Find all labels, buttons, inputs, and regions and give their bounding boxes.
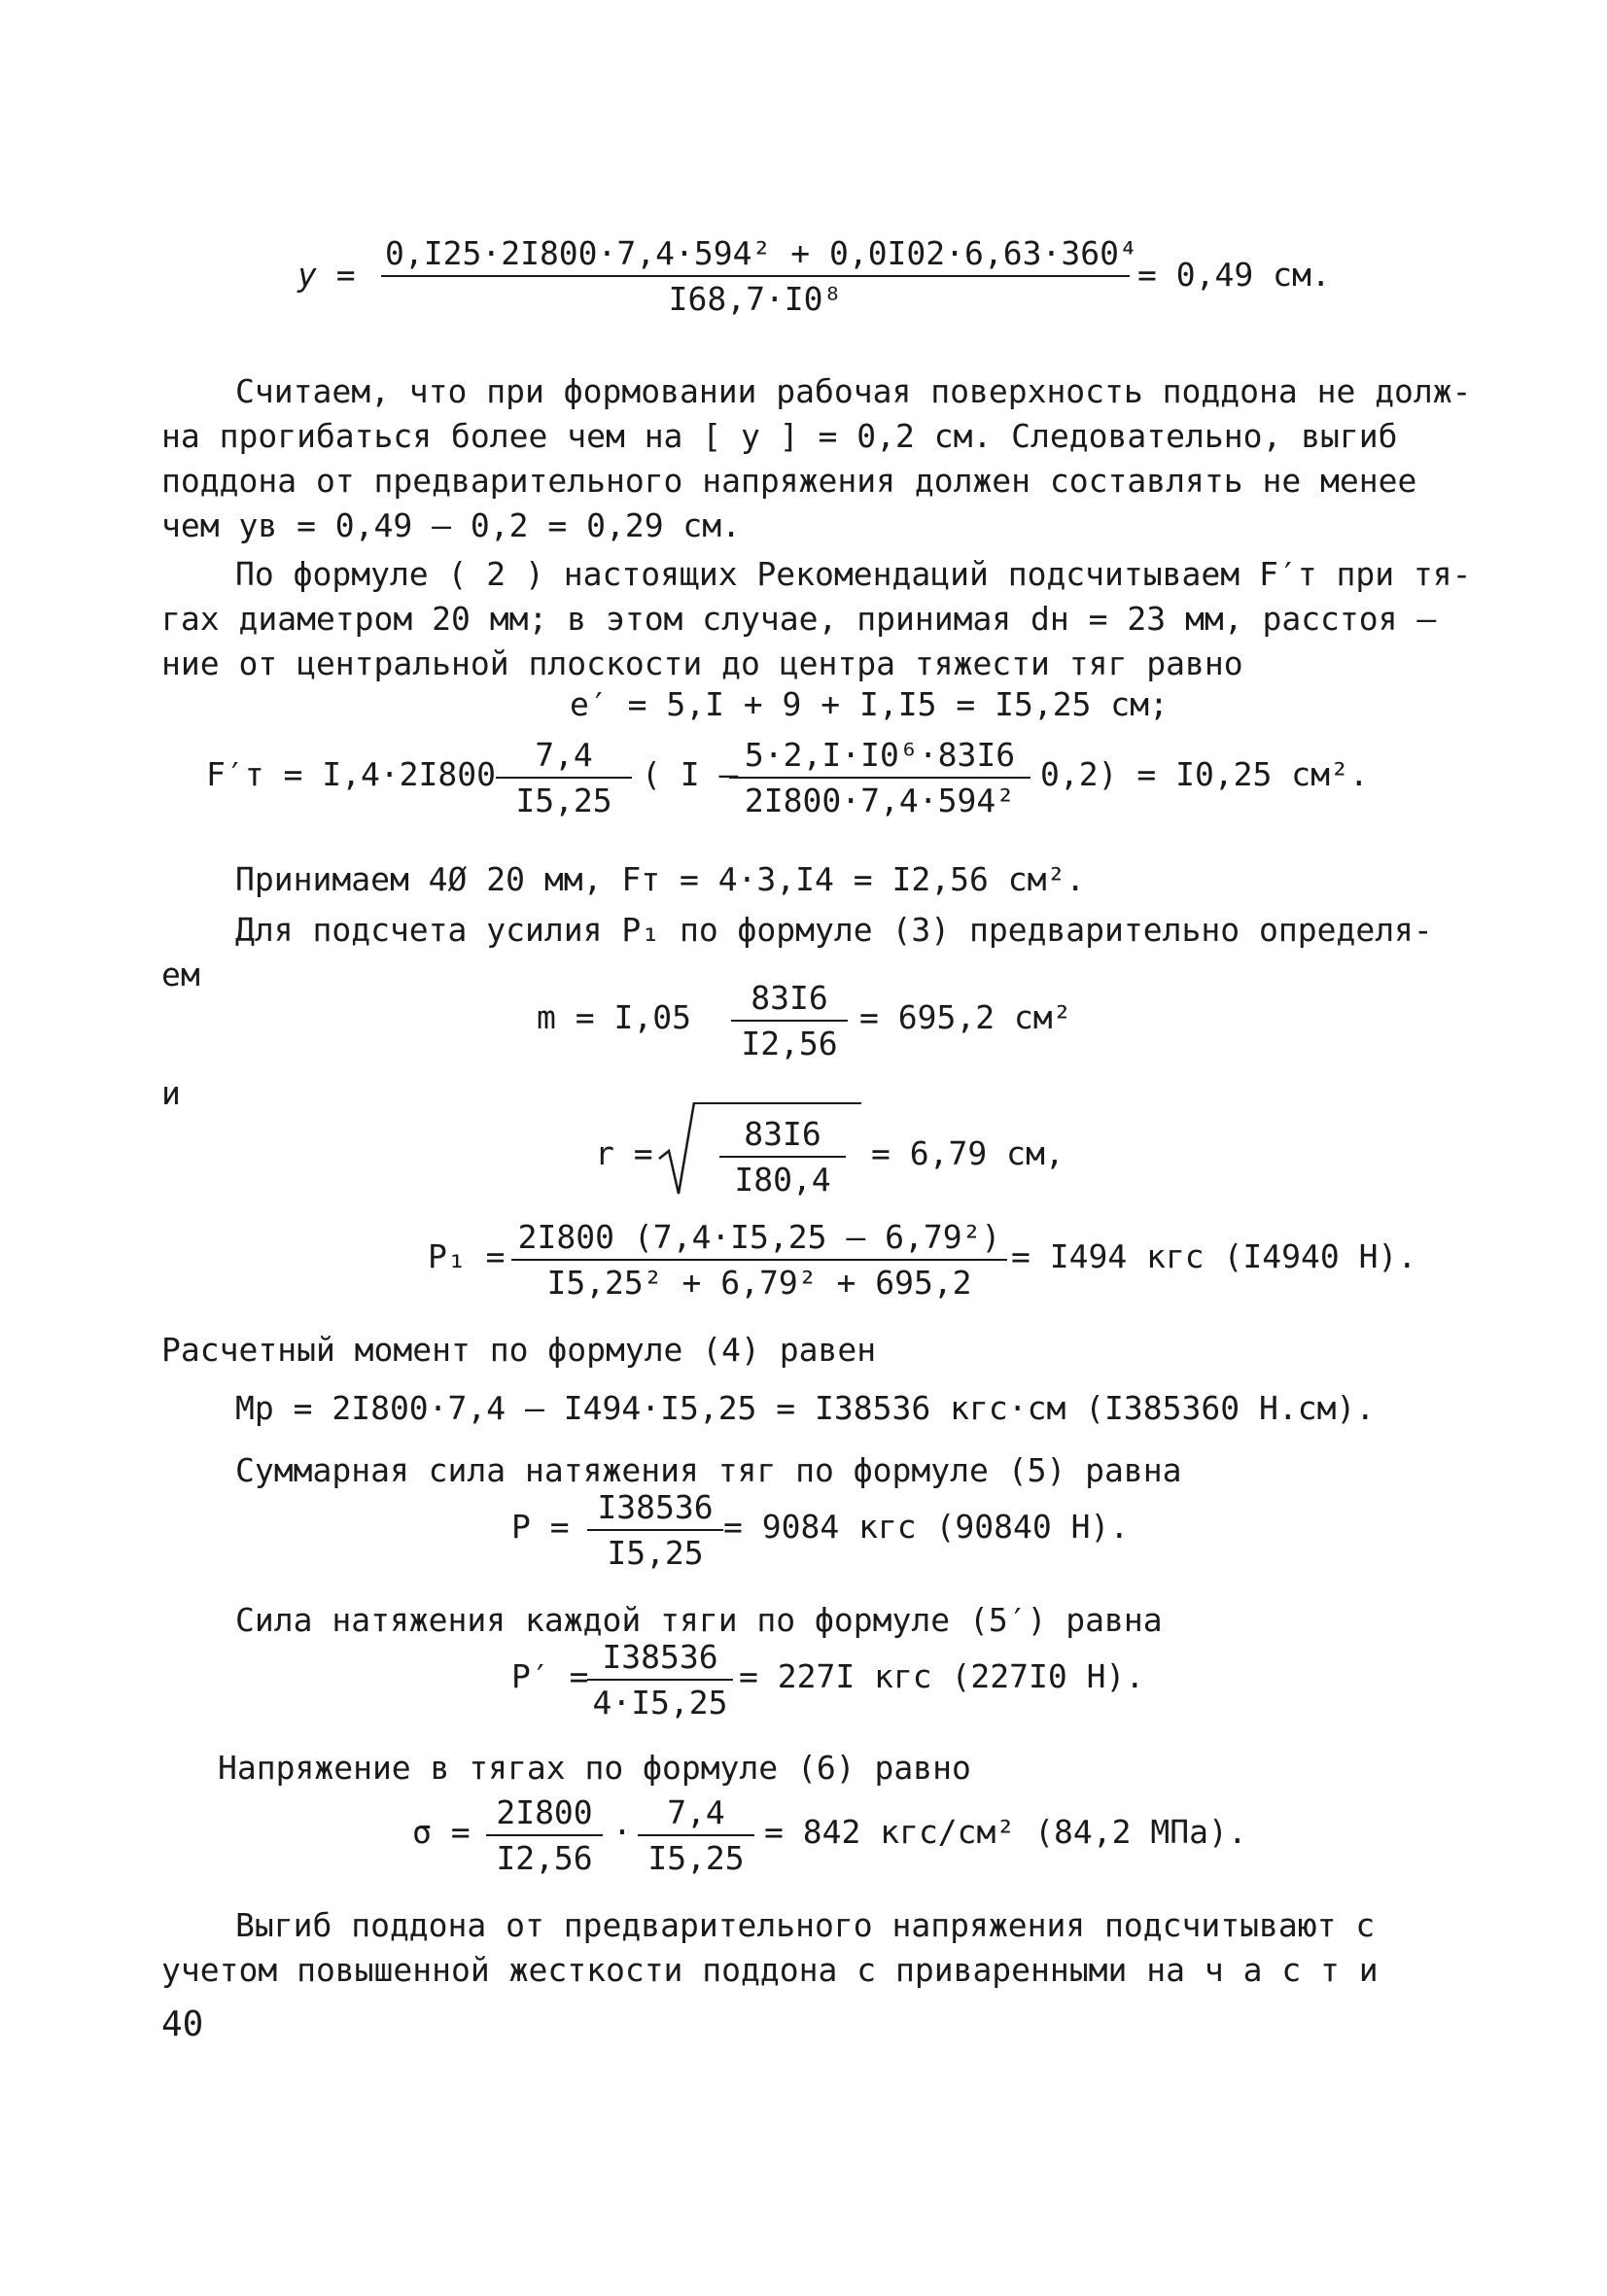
eq-r-lhs: r = [595,1134,653,1172]
eq-F-frac1 [496,736,632,819]
eq-F-frac1-den: I5,25 [515,782,612,819]
eq-P1-den: I5,25² + 6,79² + 695,2 [546,1264,972,1302]
eq-y-numerator: 0,I25·2I800·7,4·594² + 0,0I02·6,63·360⁴ [381,237,1130,277]
eq-P-den: I5,25 [607,1534,704,1572]
eq-y-denominator: I68,7·I0⁸ [668,280,843,318]
para1-line2: на прогибаться более чем на [ y ] = 0,2 см. Следовательно, выгиб [161,417,1398,455]
eq-m-result: = 695,2 см² [859,998,1072,1036]
eq-P-lhs: P = [511,1508,570,1546]
eq-m-lhs: m = I,05 [537,998,691,1036]
para2-line3: ние от центральной плоскости до центра тяжести тяг равно [161,644,1243,682]
eq-P1-frac [511,1218,1007,1302]
conj-and: и [161,1074,181,1112]
eq-F-frac2-den: 2I800·7,4·594² [744,782,1016,819]
eq-sigma-frac1 [486,1793,603,1877]
para1-line4: чем yв = 0,49 – 0,2 = 0,29 см. [161,506,742,544]
sum-intro: Суммарная сила натяжения тяг по формуле (5) равна [235,1451,1182,1489]
eq-Pp-den: 4·I5,25 [592,1684,728,1722]
eq-r-frac [719,1115,846,1199]
eq-sigma-dot: · [612,1813,632,1851]
eq-F-open: ( I – [642,755,739,793]
eq-M: Mр = 2I800·7,4 – I494·I5,25 = I38536 кгс·см (I385360 Н.см). [235,1389,1376,1427]
eq-r-result: = 6,79 см, [871,1134,1065,1172]
eq-r-den: I80,4 [734,1161,831,1199]
eq-P-num: I38536 [587,1491,723,1531]
para2-line1: По формуле ( 2 ) настоящих Рекомендаций подсчитываем F′т при тя- [235,555,1472,593]
eq-m-den: I2,56 [741,1025,838,1062]
para1-line1: Считаем, что при формовании рабочая поверхность поддона не долж- [235,372,1472,410]
eq-sigma-frac2 [638,1793,754,1877]
eq-F-tail: 0,2) = I0,25 см². [1040,755,1369,793]
eq-F-frac1-num: 7,4 [496,739,632,779]
eq-r-num: 83I6 [719,1118,846,1158]
moment-intro: Расчетный момент по формуле (4) равен [161,1331,877,1369]
eq-P1-num: 2I800 (7,4·I5,25 – 6,79²) [511,1221,1007,1261]
accept-line: Принимаем 4Ø 20 мм, Fт = 4·3,I4 = I2,56 см². [235,860,1086,898]
eq-Pp-result: = 227I кгс (227I0 Н). [739,1657,1145,1695]
eq-P-frac [587,1488,723,1572]
eq-m-num: 83I6 [731,982,848,1022]
para1-line3: поддона от предварительного напряжения должен составлять не менее [161,462,1417,500]
eq-sigma-den1: I2,56 [496,1839,593,1877]
para3-line1: Для подсчета усилия P₁ по формуле (3) предварительно определя- [235,911,1433,949]
eq-m-frac [731,979,848,1062]
eq-sigma-result: = 842 кгс/см² (84,2 МПа). [764,1813,1247,1851]
eq-y-lhs: y = [297,256,356,294]
stress-intro: Напряжение в тягах по формуле (6) равно [218,1749,971,1787]
eq-sigma-num2: 7,4 [638,1796,754,1836]
radical-sign-icon [657,1100,696,1198]
para-last-line2: учетом повышенной жесткости поддона с приваренными на ч а с т и [161,1951,1379,1989]
eq-F-frac2 [729,736,1031,819]
eq-sigma-den2: I5,25 [647,1839,745,1877]
para2-line2: гах диаметром 20 мм; в этом случае, принимая dн = 23 мм, расстоя – [161,600,1437,638]
eq-Pp-frac [587,1638,733,1722]
eq-P1-lhs: P₁ = [428,1237,506,1275]
eq-y-result: = 0,49 см. [1137,256,1331,294]
eq-P1-result: = I494 кгс (I4940 Н). [1011,1237,1417,1275]
eq-sigma-lhs: σ = [412,1813,471,1851]
radical-bar [694,1102,861,1104]
eq-e: e′ = 5,I + 9 + I,I5 = I5,25 см; [570,685,1169,723]
eq-sigma-num1: 2I800 [486,1796,603,1836]
page-number: 40 [161,2004,204,2044]
para-last-line1: Выгиб поддона от предварительного напряжения подсчитывают с [235,1906,1376,1944]
each-intro: Сила натяжения каждой тяги по формуле (5′) равна [235,1601,1163,1639]
eq-Pp-lhs: P′ = [511,1657,589,1695]
eq-F-frac2-num: 5·2,I·I0⁶·83I6 [729,739,1031,779]
eq-P-result: = 9084 кгс (90840 Н). [723,1508,1130,1546]
eq-F-lhs: F′т = I,4·2I800 [206,755,497,793]
eq-y-fraction [381,234,1138,318]
eq-Pp-num: I38536 [587,1641,733,1681]
para3-line2: ем [161,956,200,993]
